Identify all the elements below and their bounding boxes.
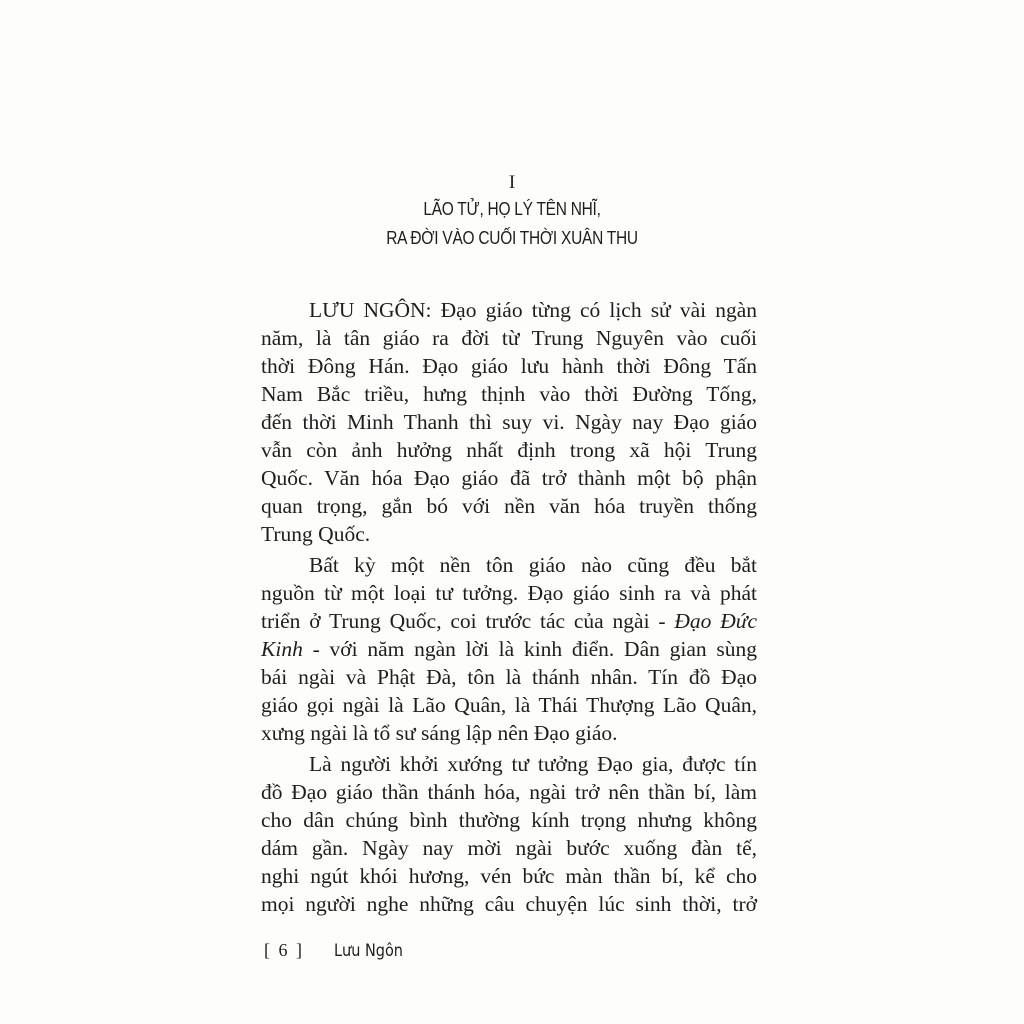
text-line — [261, 719, 757, 747]
text-segment: quan trọng, gắn bó với nền văn hóa truyền thống — [261, 494, 757, 518]
page-number: [ 6 ] — [264, 940, 304, 960]
text-line — [261, 750, 757, 778]
text-line — [261, 464, 757, 492]
paragraph — [261, 551, 757, 747]
text-segment: giáo gọi ngài là Lão Quân, là Thái Thượng Lão Quân, — [261, 693, 757, 717]
chapter-number: I — [508, 172, 516, 193]
text-line — [261, 806, 757, 834]
text-segment: thời Đông Hán. Đạo giáo lưu hành thời Đông Tấn — [261, 354, 757, 378]
text-line — [261, 551, 757, 579]
chapter-title-line-1: LÃO TỬ, HỌ LÝ TÊN NHĨ, — [423, 199, 601, 219]
paragraph — [261, 296, 757, 548]
text-segment: nguồn từ một loại tư tưởng. Đạo giáo sinh ra và phát — [261, 581, 757, 605]
text-segment: vẫn còn ảnh hưởng nhất định trong xã hội Trung — [261, 438, 757, 462]
body-text — [261, 296, 757, 921]
text-line — [261, 380, 757, 408]
text-line — [261, 579, 757, 607]
text-segment: đến thời Minh Thanh thì suy vi. Ngày nay Đạo giáo — [261, 410, 757, 434]
text-segment: xưng ngài là tổ sư sáng lập nên Đạo giáo. — [261, 721, 618, 745]
text-line — [261, 607, 757, 635]
text-line — [261, 436, 757, 464]
text-segment: Quốc. Văn hóa Đạo giáo đã trở thành một bộ phận — [261, 466, 757, 490]
text-segment: Nam Bắc triều, hưng thịnh vào thời Đường Tống, — [261, 382, 757, 406]
text-segment: năm, là tân giáo ra đời từ Trung Nguyên vào cuối — [261, 326, 757, 350]
text-line — [261, 408, 757, 436]
text-line — [261, 492, 757, 520]
italic-title-text: Đạo Đức — [674, 609, 757, 633]
text-segment: đồ Đạo giáo thần thánh hóa, ngài trở nên thần bí, làm — [261, 780, 757, 804]
text-line — [261, 862, 757, 890]
text-segment: - với năm ngàn lời là kinh điển. Dân gian sùng — [302, 637, 757, 661]
text-segment: Là người khởi xướng tư tưởng Đạo gia, được tín — [309, 752, 757, 776]
text-line — [261, 352, 757, 380]
text-segment: triển ở Trung Quốc, coi trước tác của ngài - — [261, 609, 675, 633]
text-segment: Bất kỳ một nền tôn giáo nào cũng đều bắt — [309, 553, 757, 577]
text-line — [261, 890, 757, 918]
text-segment: dám gần. Ngày nay mời ngài bước xuống đàn tế, — [261, 836, 757, 860]
text-line — [261, 520, 757, 548]
text-line — [261, 324, 757, 352]
text-segment: bái ngài và Phật Đà, tôn là thánh nhân. Tín đồ Đạo — [261, 665, 757, 689]
running-title: Lưu Ngôn — [334, 941, 403, 961]
italic-title-text: Kinh — [261, 637, 303, 661]
text-segment: Trung Quốc. — [261, 522, 371, 546]
text-line — [261, 778, 757, 806]
paragraph — [261, 750, 757, 918]
text-line — [261, 663, 757, 691]
text-segment: cho dân chúng bình thường kính trọng nhưng không — [261, 808, 757, 832]
text-segment: nghi ngút khói hương, vén bức màn thần bí, kể cho — [261, 864, 757, 888]
text-segment: mọi người nghe những câu chuyện lúc sinh thời, trở — [261, 892, 757, 916]
page-footer — [264, 940, 415, 961]
chapter-title-line-2: RA ĐỜI VÀO CUỐI THỜI XUÂN THU — [386, 228, 638, 248]
text-line — [261, 296, 757, 324]
text-segment: LƯU NGÔN: Đạo giáo từng có lịch sử vài ngàn — [309, 298, 757, 322]
text-line — [261, 691, 757, 719]
text-line — [261, 834, 757, 862]
text-line — [261, 635, 757, 663]
